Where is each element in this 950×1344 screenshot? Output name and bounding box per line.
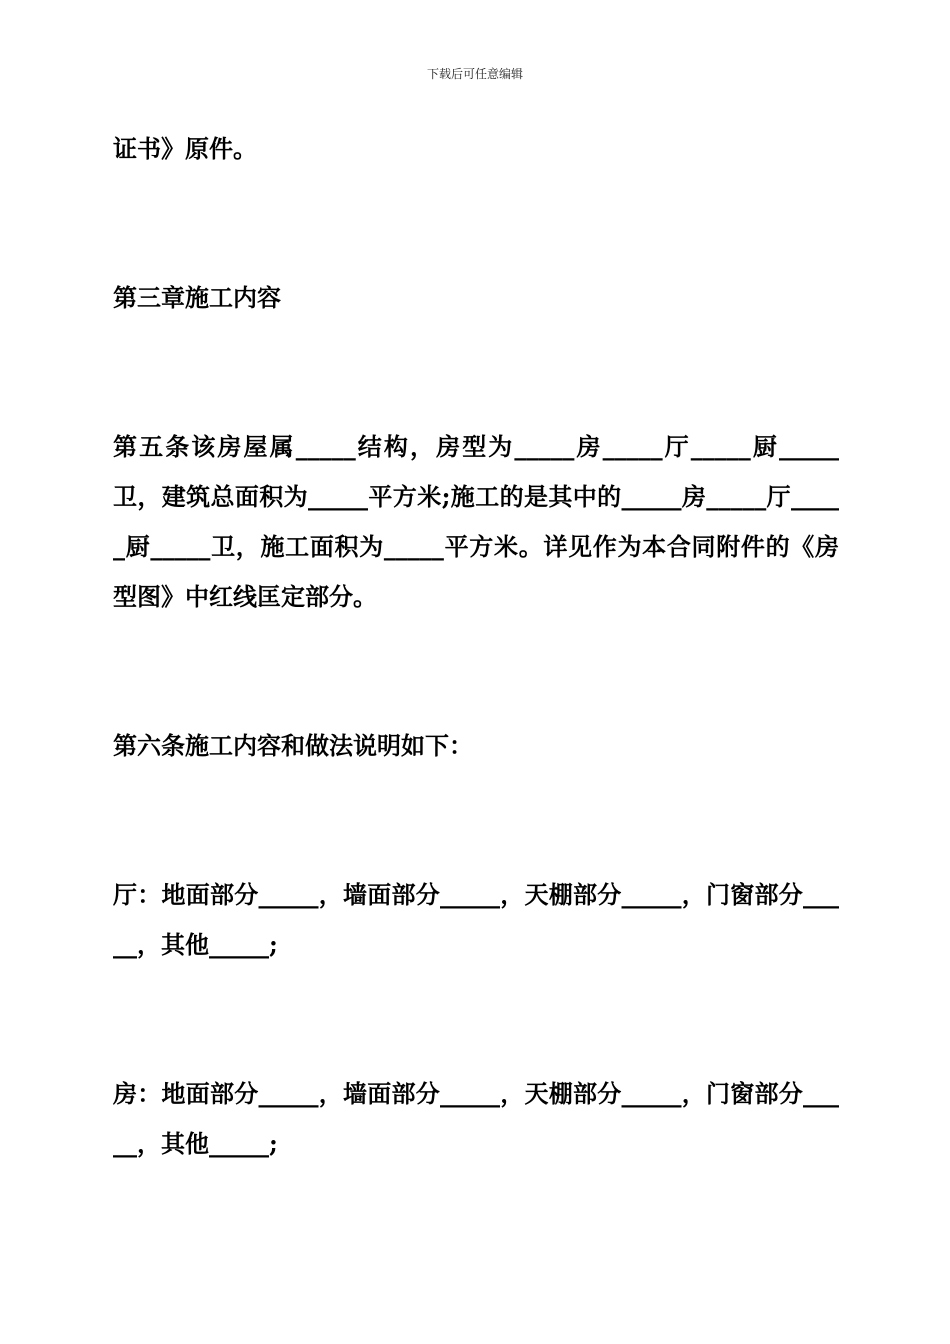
- article-6-construction-description: 第六条施工内容和做法说明如下：: [113, 731, 473, 760]
- page-header: 下载后可任意编辑: [426, 67, 523, 81]
- article-5-house-structure: 第五条该房屋属_____结构，房型为_____房_____厅_____厨_____卫，建筑总面积为_____平方米;施工的是其中的_____房_____厅_____厨_____卫，施工面积为_____平方米。详见作为本合同附件的《房型图》中红线匡定部分。: [113, 432, 839, 611]
- room-construction-items: 房：地面部分_____，墙面部分_____，天棚部分_____，门窗部分_____，其他_____;: [113, 1079, 839, 1158]
- paragraph-certificate-original: 证书》原件。: [113, 134, 257, 163]
- chapter-heading-construction-content: 第三章施工内容: [113, 283, 281, 312]
- hall-construction-items: 厅：地面部分_____，墙面部分_____，天棚部分_____，门窗部分_____，其他_____;: [113, 880, 839, 959]
